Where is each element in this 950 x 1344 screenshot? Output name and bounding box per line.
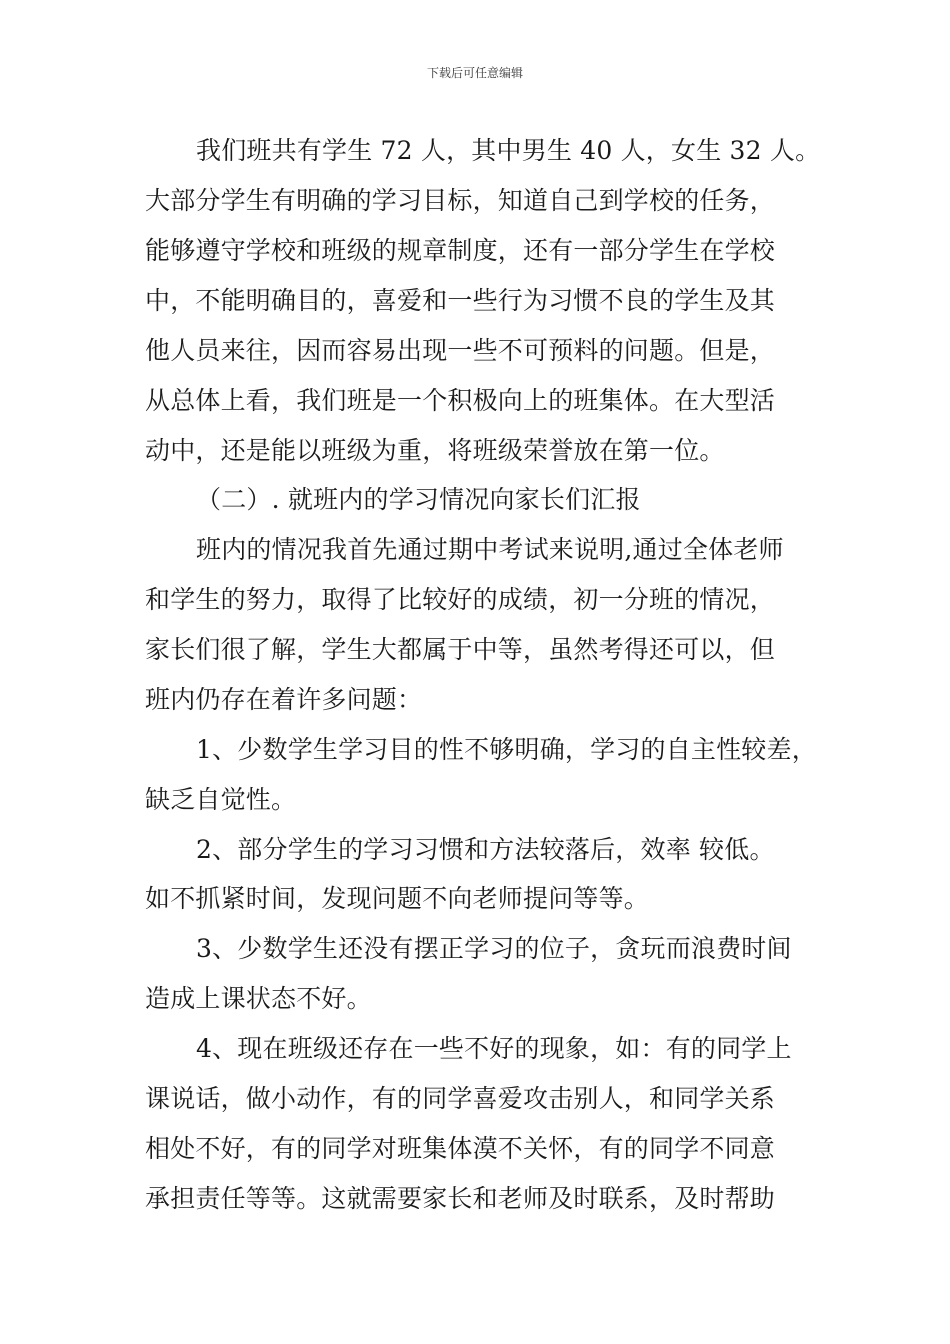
list-item: 3、少数学生还没有摆正学习的位子，贪玩而浪费时间 <box>196 934 792 963</box>
text-line: 班内仍存在着许多问题： <box>145 685 423 714</box>
text-line: 如不抓紧时间，发现问题不向老师提问等等。 <box>145 884 650 913</box>
list-item: 1、少数学生学习目的性不够明确，学习的自主性较差， <box>196 735 817 764</box>
text-line: 班内的情况我首先通过期中考试来说明,通过全体老师 <box>196 535 784 564</box>
text-line: 动中，还是能以班级为重，将班级荣誉放在第一位。 <box>145 436 725 465</box>
page-header: 下载后可任意编辑 <box>426 66 523 80</box>
list-item: 2、部分学生的学习习惯和方法较落后，效率 较低。 <box>196 835 775 864</box>
text-line: 缺乏自觉性。 <box>145 785 297 814</box>
text-line: 中，不能明确目的，喜爱和一些行为习惯不良的学生及其 <box>145 286 776 315</box>
text-line: 大部分学生有明确的学习目标，知道自己到学校的任务， <box>145 186 776 215</box>
list-item: 4、现在班级还存在一些不好的现象，如：有的同学上 <box>196 1034 792 1063</box>
text-line: 造成上课状态不好。 <box>145 984 372 1013</box>
text-line: 从总体上看，我们班是一个积极向上的班集体。在大型活 <box>145 386 776 415</box>
text-line: 我们班共有学生 72 人，其中男生 40 人，女生 32 人。 <box>196 136 821 165</box>
text-line: 相处不好，有的同学对班集体漠不关怀，有的同学不同意 <box>145 1134 776 1163</box>
text-line: 能够遵守学校和班级的规章制度，还有一部分学生在学校 <box>145 236 776 265</box>
text-line: 和学生的努力，取得了比较好的成绩，初一分班的情况， <box>145 585 776 614</box>
text-line: 承担责任等等。这就需要家长和老师及时联系，及时帮助 <box>145 1184 776 1213</box>
section-heading: （二）. 就班内的学习情况向家长们汇报 <box>196 485 641 514</box>
text-line: 家长们很了解，学生大都属于中等，虽然考得还可以，但 <box>145 635 776 664</box>
text-line: 课说话，做小动作，有的同学喜爱攻击别人，和同学关系 <box>145 1084 776 1113</box>
text-line: 他人员来往，因而容易出现一些不可预料的问题。但是， <box>145 336 776 365</box>
